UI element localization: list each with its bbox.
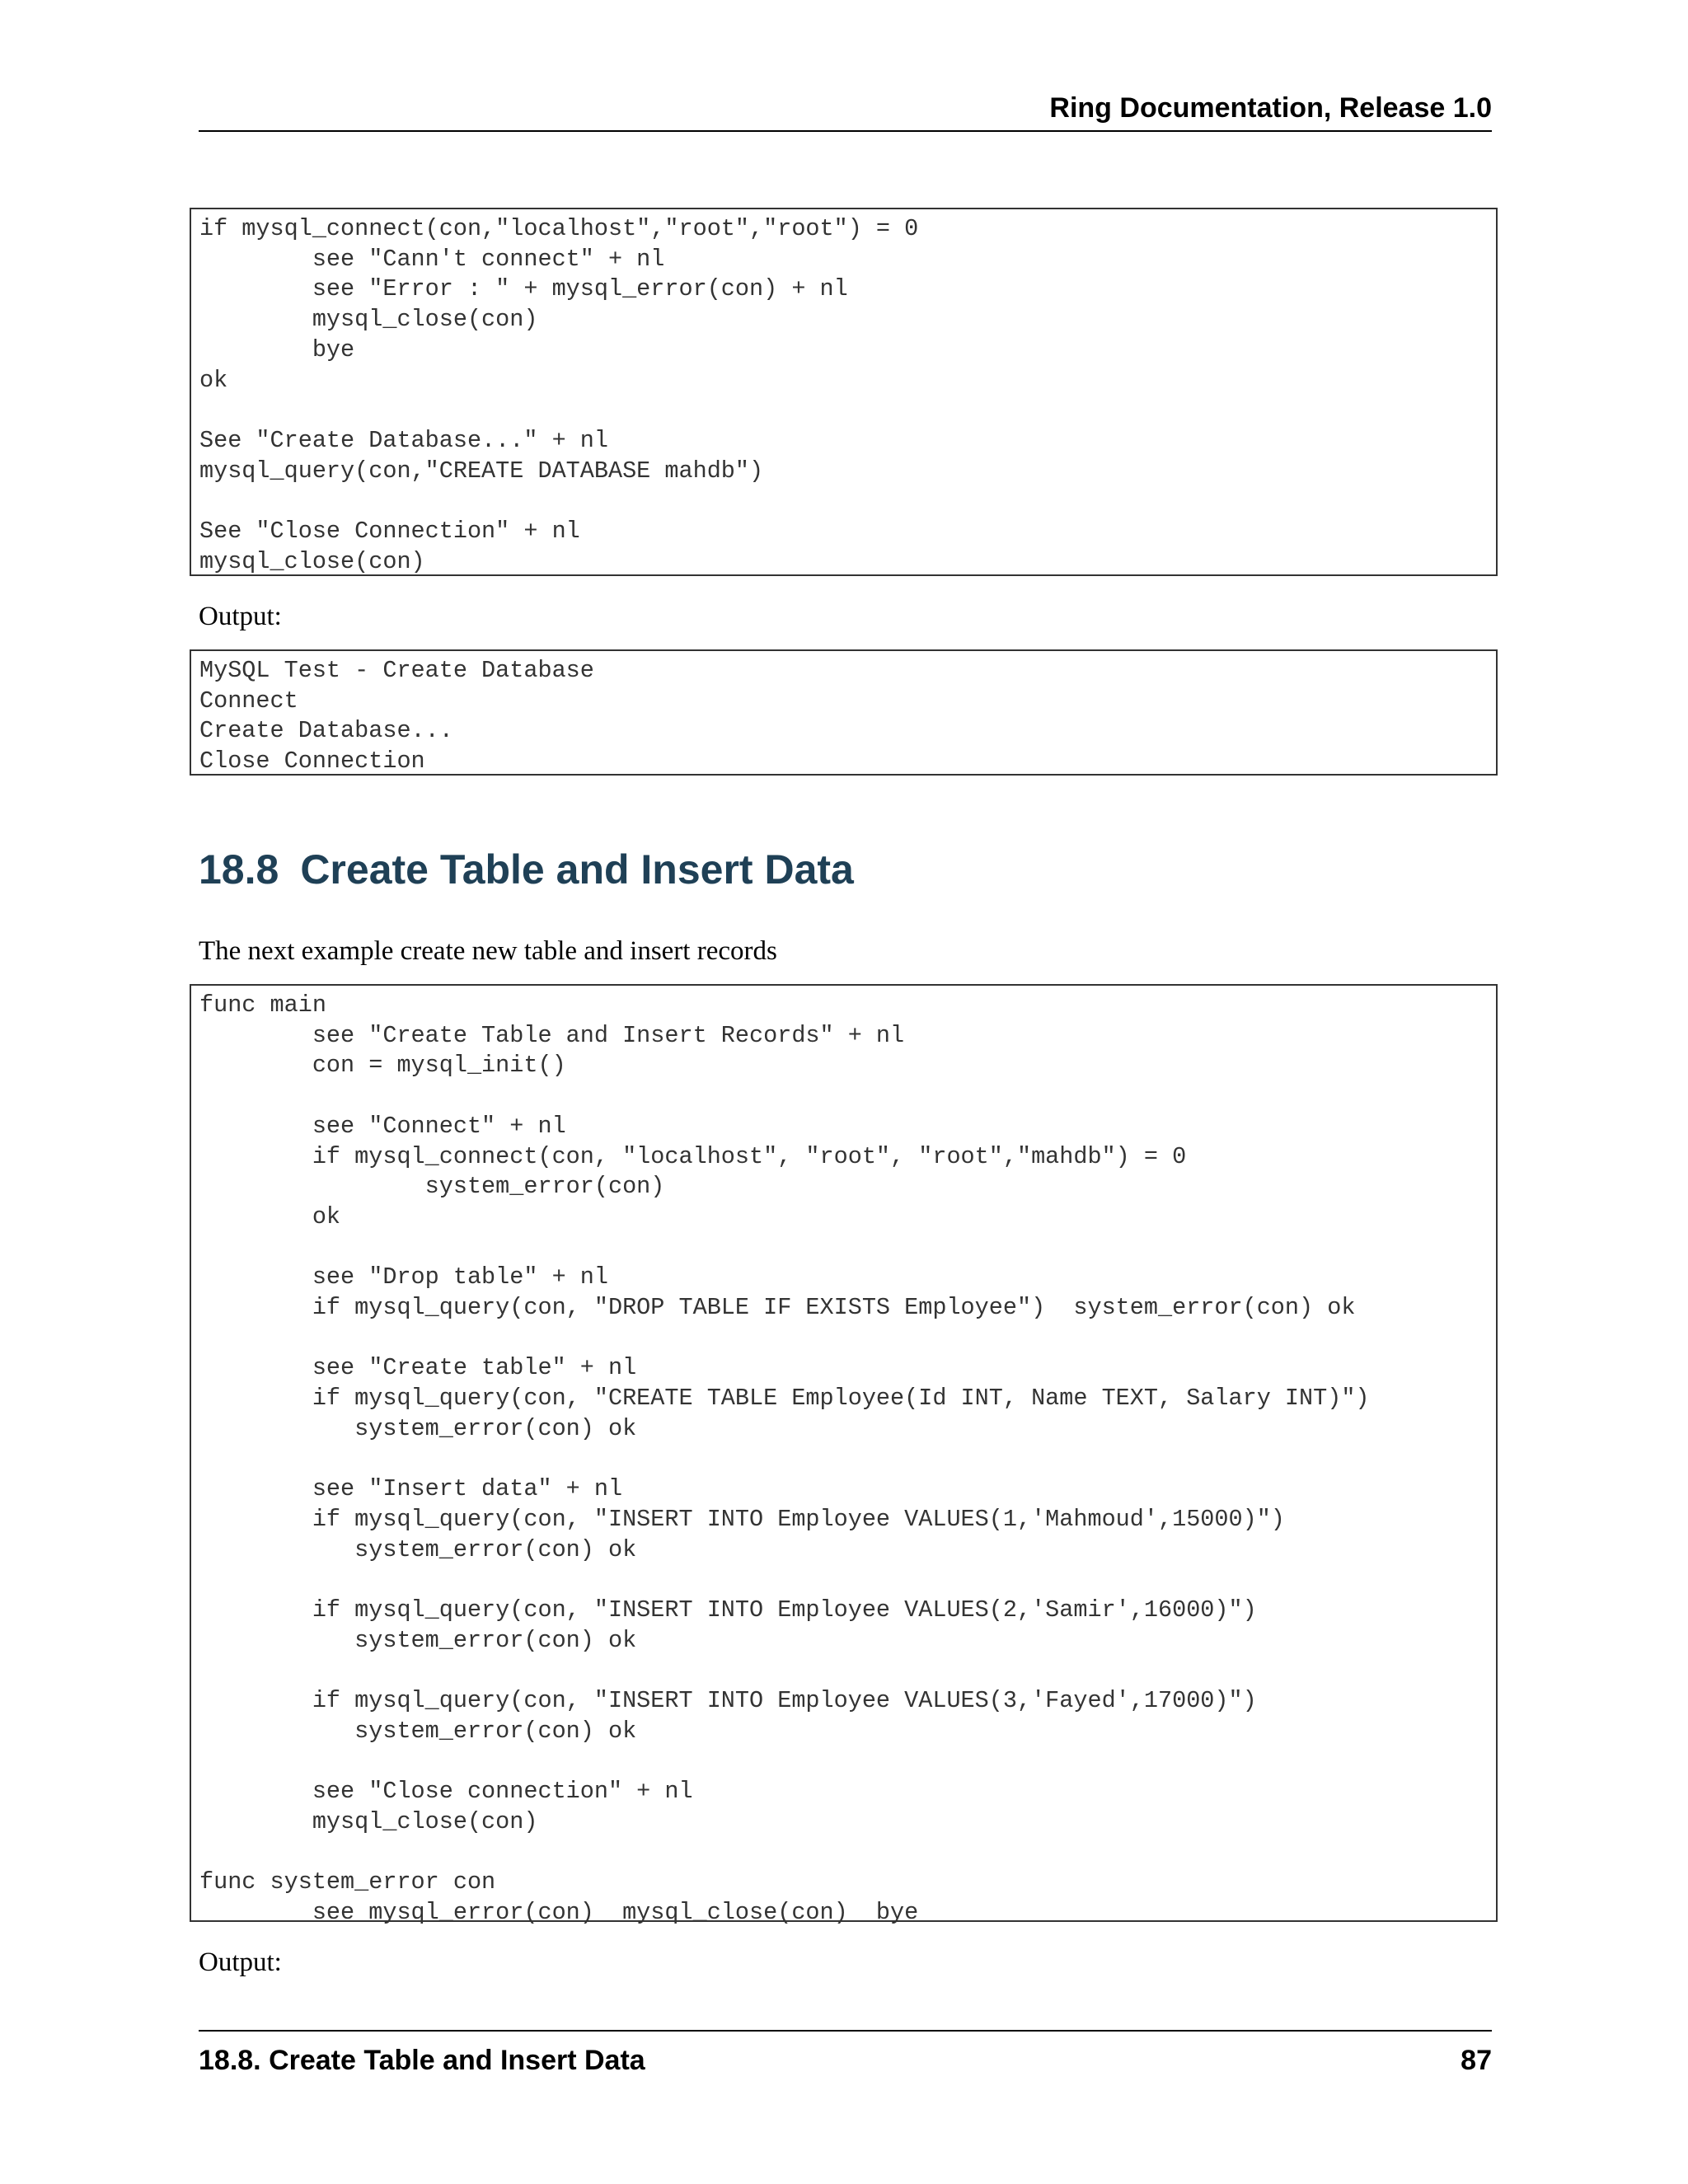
footer-page-number: 87 [1461, 2045, 1492, 2076]
intro-paragraph: The next example create new table and insert records [199, 936, 777, 966]
header-title: Ring Documentation, Release 1.0 [1049, 92, 1492, 124]
page-header [199, 91, 1492, 132]
code-text: func main see "Create Table and Insert Records" + nl con = mysql_init() see "Connect" + nl if mysql_connect(con, "localhost", "root", "root","mahdb") = 0 system_error(con) ok see "Drop table" + nl if mysql_query(con, "DROP TABLE IF EXISTS Employee") system_error(con) ok see "Create table" + nl if mysql_query(con, "CREATE TABLE Employee(Id INT, Name TEXT, Salary INT)") system_error(con) ok see "Insert data" + nl if mysql_query(con, "INSERT INTO Employee VALUES(1,'Mahmoud',15000)") system_error(con) ok if mysql_query(con, "INSERT INTO Employee VALUES(2,'Samir',16000)") system_error(con) ok if mysql_query(con, "INSERT INTO Employee VALUES(3,'Fayed',17000)") system_error(con) ok see "Close connection" + nl mysql_close(con) func system_error con see mysql_error(con) mysql_close(con) bye [199, 991, 1370, 1927]
section-heading [199, 846, 854, 893]
code-block-create-table [190, 984, 1498, 1927]
output-block-create-database [190, 649, 1498, 776]
section-title: Create Table and Insert Data [300, 846, 854, 893]
footer-section-title: 18.8. Create Table and Insert Data [199, 2045, 645, 2076]
code-text: if mysql_connect(con,"localhost","root","root") = 0 see "Cann't connect" + nl see "Error : " + mysql_error(con) + nl mysql_close(con) bye ok See "Create Database..." + nl mysql_query(con,"CREATE DATABASE mahdb") See "Close Connection" + nl mysql_close(con) [199, 215, 919, 575]
output-label: Output: [199, 1947, 282, 1977]
output-label: Output: [199, 602, 282, 631]
output-text: MySQL Test - Create Database Connect Create Database... Close Connection [199, 657, 594, 776]
page-footer [199, 2030, 1492, 2081]
code-block-create-database [190, 208, 1498, 576]
section-number: 18.8 [199, 846, 279, 893]
